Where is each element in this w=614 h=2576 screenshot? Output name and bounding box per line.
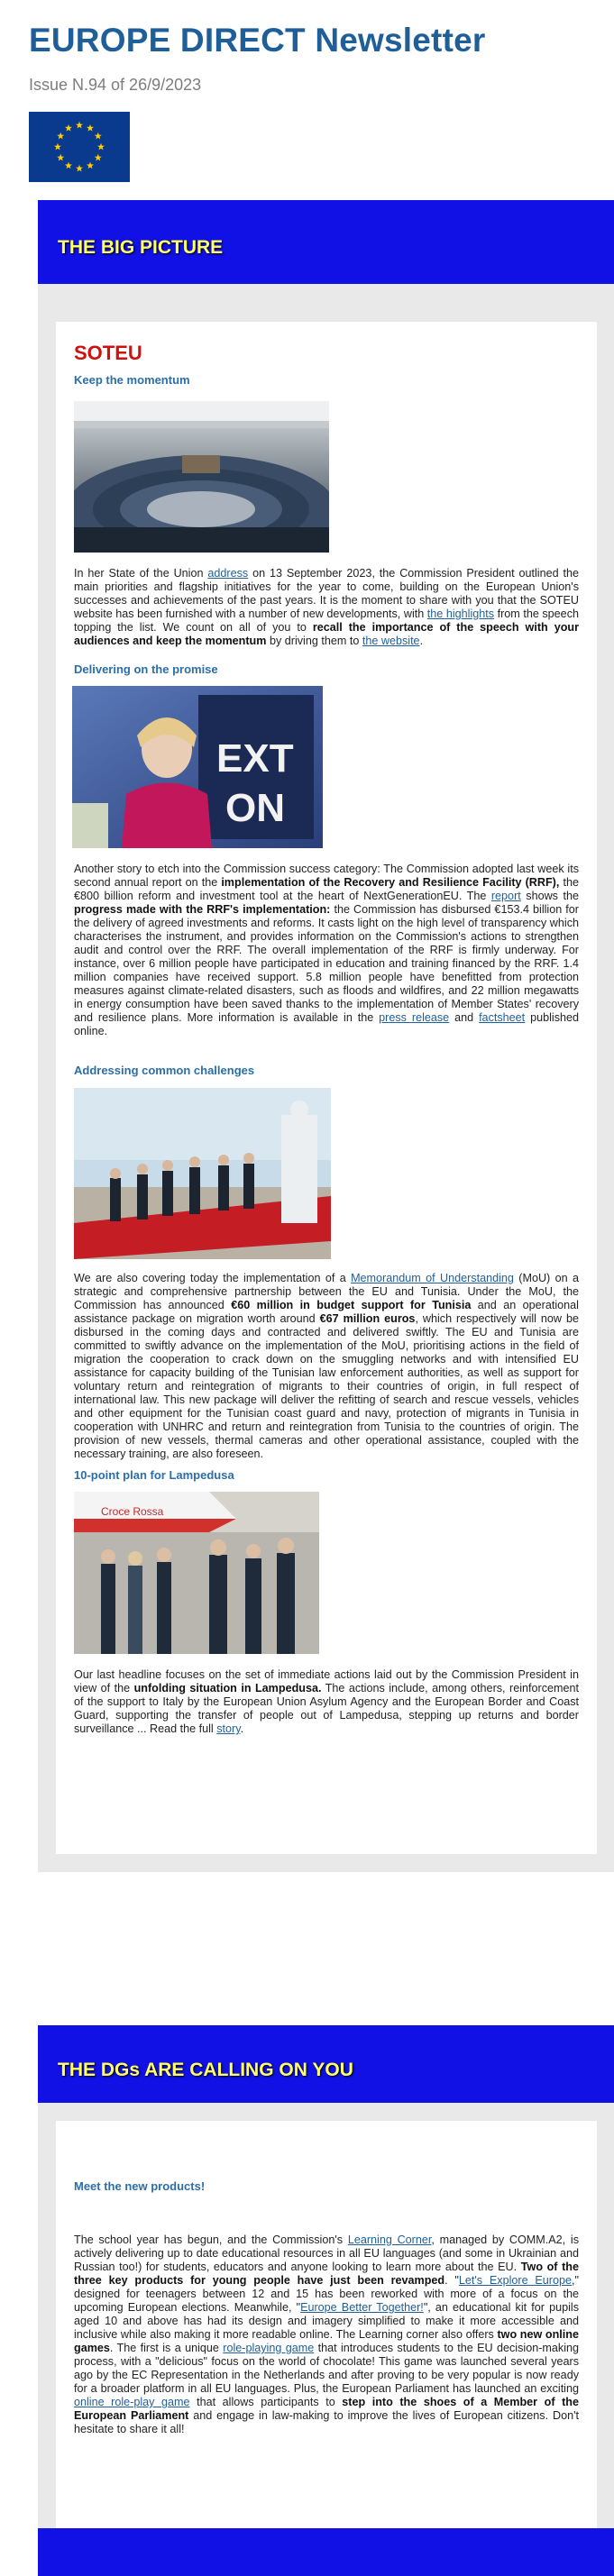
newsletter-title: EUROPE DIRECT Newsletter <box>29 22 486 59</box>
article-subheading: 10-point plan for Lampedusa <box>74 1468 234 1482</box>
svg-text:Croce Rossa: Croce Rossa <box>101 1505 164 1518</box>
soteu-heading: SOTEU <box>74 342 142 364</box>
story-link[interactable]: story <box>216 1722 241 1735</box>
article-subheading: Keep the momentum <box>74 373 190 387</box>
big-picture-section <box>38 200 614 1872</box>
online-role-play-game-link[interactable]: online role-play game <box>74 2396 190 2408</box>
tunisia-red-carpet-delegation-photo <box>74 1088 331 1259</box>
eu-flag-logo <box>29 112 130 182</box>
role-playing-game-link[interactable]: role-playing game <box>223 2342 315 2354</box>
article-subheading: Addressing common challenges <box>74 1064 255 1077</box>
article-subheading: Meet the new products! <box>74 2179 206 2193</box>
svg-text:ON: ON <box>225 786 285 830</box>
article-body: We are also covering today the implementation of a Memorandum of Understanding (MoU) on a strategic and comprehensive partnership between the EU and Tunisia. Under the MoU, the Commission has announced €60 million in budget support for Tunisia and an operational assistance package on migration worth around €67 million euros, which respectively will now be disbursed in the coming days and contracted and delivered swiftly. The EU and Tunisia are committed to swiftly advance on the implementation of the MoU, prioritising actions in the field of migration the cooperation to crack down on the smuggling networks and with intensified EU assistance for capacity building of the Tunisian law enforcement authorities, as well as support for voluntary return and reintegration of migrants to their countries of origin, in full respect of international law. This new package will deliver the refitting of search and rescue vessels, vehicles and other equipment for the Tunisian coast guard and navy, protection of migrants in Tunisia in cooperation with UNHRC and return and reintegration from Tunisia to the countries of origin. The provision of new vessels, thermal cameras and other operational assistance, coupled with the necessary training, are also foreseen. <box>74 1272 579 1460</box>
article-body: Our last headline focuses on the set of immediate actions laid out by the Commission President in view of the unfolding situation in Lampedusa. The actions include, among others, reinforcement of the support to Italy by the European Union Asylum Agency and the European Border and Coast Guard, supporting the transfer of people out of Lampedusa, stepping up returns and border surveillance ... Read the full story. <box>74 1668 580 1735</box>
dgs-banner <box>38 2025 614 2103</box>
learning-corner-link[interactable]: Learning Corner <box>347 2233 432 2246</box>
highlights-link[interactable]: the highlights <box>426 607 495 620</box>
article-subheading: Delivering on the promise <box>74 662 218 676</box>
next-section-banner <box>38 2528 614 2576</box>
europe-better-together-link[interactable]: Europe Better Together! <box>300 2301 424 2314</box>
newsletter-header <box>0 0 614 189</box>
commission-president-next-generation-photo <box>72 686 323 848</box>
european-parliament-plenary-photo <box>74 401 329 553</box>
article-body: Another story to etch into the Commission success category: The Commission adopted last week its second annual report on the implementation of the Recovery and Resilience Facility (RRF), the €800 billion reform and investment tool at the heart of NextGenerationEU. The report shows the progress made with the RRF's implementation: the Commission has disbursed €153.4 billion for the delivery of agreed investments and reforms. It casts light on the high level of transparency which characterises the instrument, and provides information on the Commission's actions to strengthen audit and control over the RRF. The overall implementation of the RRF is firmly underway. For instance, over 6 million people have participated in education and training financed by the RRF. 1.4 million companies have received support. 5.8 million people have benefitted from protection measures against climate-related disasters, such as floods and wildfires, and 22 million megawatts in energy consumption have been saved thanks to the implementation of Member States' recovery and resilience plans. More information is available in the press release and factsheet published online. <box>74 863 580 1037</box>
website-link[interactable]: the website <box>362 635 420 647</box>
lampedusa-croce-rossa-visit-photo <box>74 1492 319 1654</box>
address-link[interactable]: address <box>207 567 249 580</box>
report-link[interactable]: report <box>490 890 521 902</box>
dgs-section <box>38 2025 614 2530</box>
learning-corner-card <box>56 2121 597 2530</box>
svg-text:EXT: EXT <box>216 736 294 781</box>
eu-stars-icon <box>29 112 130 182</box>
big-picture-banner <box>38 200 614 284</box>
article-body: The school year has begun, and the Commission's Learning Corner, managed by COMM.A2, is actively delivering up to date educational resources in all EU languages (and some in Ukrainian and Russian too!) for students, educators and anyone looking to learn more about the EU. Two of the three key products for young people have just been revamped. "Let's Explore Europe," designed for teenagers between 12 and 15 has been reworked with more of a focus on the upcoming European elections. Meanwhile, "Europe Better Together!", an educational kit for pupils aged 10 and above has had its design and imagery simplified to make it more accessible and inclusive while also making it more readable online. The Learning corner also offers two new online games. The first is a unique role-playing game that introduces students to the EU decision-making process, with a "delicious" focus on the world of chocolate! This game was launched several years ago by the EC Representation in the Netherlands and after proving to be very popular is now ready for a broader platform in all EU languages. Plus, the European Parliament has launched an exciting online role-play game that allows participants to step into the shoes of a Member of the European Parliament and engage in law-making to improve the lives of European citizens. Don't hesitate to share it all! <box>74 2233 580 2435</box>
soteu-card <box>56 322 597 1854</box>
banner-title: THE BIG PICTURE <box>58 237 224 258</box>
article-body: In her State of the Union address on 13 September 2023, the Commission President outlined the main priorities and flagship initiatives for the year to come, building on the European Union's successes and achievements of the past years. It is the moment to share with you that the SOTEU website has been furnished with a number of new developments, with the highlights from the speech topping the list. We count on all of you to recall the importance of the speech with your audiences and keep the momentum by driving them to the website. <box>74 567 579 647</box>
lets-explore-europe-link[interactable]: Let's Explore Europe <box>458 2274 573 2287</box>
memorandum-link[interactable]: Memorandum of Understanding <box>351 1272 514 1284</box>
press-release-link[interactable]: press release <box>379 1011 450 1024</box>
factsheet-link[interactable]: factsheet <box>479 1011 526 1024</box>
issue-line: Issue N.94 of 26/9/2023 <box>29 76 202 94</box>
banner-title: THE DGs ARE CALLING ON YOU <box>58 2060 353 2080</box>
